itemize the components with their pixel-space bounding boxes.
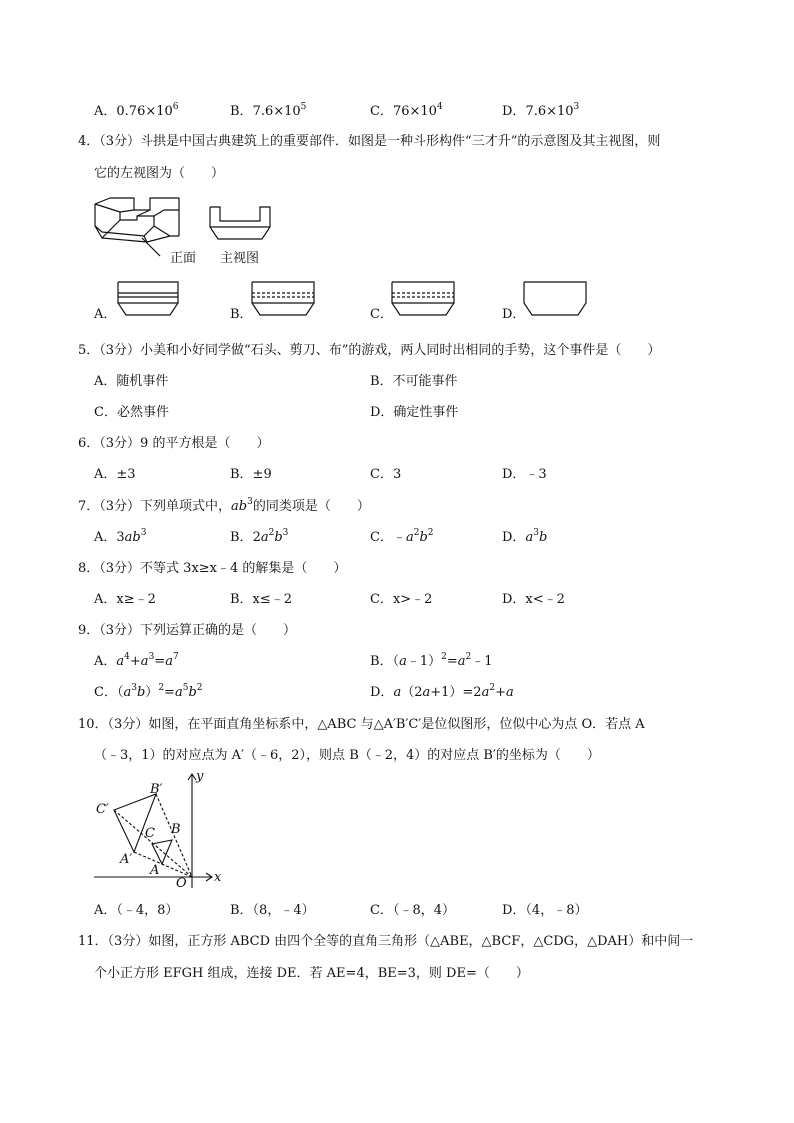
q10-option-d[interactable]: D．（4，﹣8） xyxy=(502,903,588,918)
q4-option-a-label[interactable]: A． xyxy=(94,307,117,322)
q6-option-a[interactable]: A．±3 xyxy=(94,467,136,482)
q7-option-c[interactable]: C．$﹣a^2b^2$ xyxy=(370,528,434,545)
q8-option-c[interactable]: C．x>﹣2 xyxy=(370,592,433,607)
q10-label-o: O xyxy=(176,876,187,891)
q10-label-b: B xyxy=(171,822,181,837)
q4-option-d-label[interactable]: D． xyxy=(502,307,526,322)
q11-stem-line2: 个小正方形 EFGH 组成，连接 DE．若 AE=4，BE=3，则 DE=（ ） xyxy=(94,966,529,981)
q3-option-d[interactable]: D．$7.6\times 10^3$ xyxy=(502,102,580,119)
q6-stem: 6．（3分）9 的平方根是（ ） xyxy=(78,436,270,451)
q7-stem: 7．（3分）下列单项式中，$ab^3$的同类项是（ ） xyxy=(78,497,370,514)
q4-label-front: 正面 xyxy=(170,251,197,266)
q4-label-main-view: 主视图 xyxy=(220,251,260,266)
q3-option-b[interactable]: B．$7.6\times 10^5$ xyxy=(230,102,307,119)
q8-option-d[interactable]: D．x<﹣2 xyxy=(502,592,565,607)
q10-option-b[interactable]: B．（8，﹣4） xyxy=(230,903,315,918)
q9-option-d[interactable]: D．$a(2a+1)=2a^2+a$ xyxy=(370,683,514,700)
q10-stem-line1: 10．（3分）如图，在平面直角坐标系中，△ABC 与△A′B′C′是位似图形，位似中心为点 O．若点 A xyxy=(78,717,645,732)
q8-option-a[interactable]: A．x≥﹣2 xyxy=(94,592,156,607)
q10-stem-line2: （﹣3，1）的对应点为 A′（﹣6，2），则点 B（﹣2，4）的对应点 B′的坐标为（ ） xyxy=(94,748,600,763)
q4-option-c-label[interactable]: C． xyxy=(370,307,393,322)
q4-option-b-label[interactable]: B． xyxy=(230,307,253,322)
q11-stem-line1: 11．（3分）如图，正方形 ABCD 由四个全等的直角三角形（△ABE，△BCF，△CDG，△DAH）和中间一 xyxy=(78,934,694,949)
q10-label-x: x xyxy=(214,870,222,885)
q9-option-b[interactable]: B．$(a﹣1)^2=a^2﹣1$ xyxy=(370,652,493,669)
q6-option-b[interactable]: B．±9 xyxy=(230,467,272,482)
q10-option-c[interactable]: C．（﹣8，4） xyxy=(370,903,455,918)
q4-option-a-figure[interactable] xyxy=(117,281,179,317)
q3-option-c[interactable]: C．$76\times 10^4$ xyxy=(370,102,443,119)
q7-option-a[interactable]: A．$3ab^3$ xyxy=(94,528,147,545)
q5-option-c[interactable]: C．必然事件 xyxy=(94,405,169,420)
q7-option-b[interactable]: B．$2a^2b^3$ xyxy=(230,528,289,545)
q5-option-a[interactable]: A．随机事件 xyxy=(94,374,169,389)
q4-stem-line2: 它的左视图为（ ） xyxy=(94,166,225,181)
q4-option-c-figure[interactable] xyxy=(391,281,455,317)
q4-option-d-figure[interactable] xyxy=(523,281,587,317)
q7-option-d[interactable]: D．$a^3b$ xyxy=(502,528,548,545)
q4-figure-main-view xyxy=(208,205,272,241)
q9-option-c[interactable]: C．$(a^3b)^2=a^5b^2$ xyxy=(94,683,203,700)
q10-option-a[interactable]: A．（﹣4，8） xyxy=(94,903,179,918)
q3-option-a[interactable]: A．$0.76\times 10^6$ xyxy=(94,102,179,119)
q5-stem: 5．（3分）小美和小好同学做“石头、剪刀、布”的游戏，两人同时出相同的手势，这个事件是（ ） xyxy=(78,343,661,358)
q10-label-a-prime: A′ xyxy=(120,852,133,867)
q6-option-d[interactable]: D．﹣3 xyxy=(502,467,547,482)
q9-stem: 9．（3分）下列运算正确的是（ ） xyxy=(78,623,297,638)
q10-label-c: C xyxy=(145,826,155,841)
q5-option-d[interactable]: D．确定性事件 xyxy=(370,405,459,420)
q9-option-a[interactable]: A．$a^4+a^3=a^7$ xyxy=(94,652,179,669)
q4-option-b-figure[interactable] xyxy=(251,281,315,317)
q10-label-b-prime: B′ xyxy=(150,782,163,797)
q5-option-b[interactable]: B．不可能事件 xyxy=(370,374,458,389)
q4-stem-line1: 4．（3分）斗拱是中国古典建筑上的重要部件．如图是一种斗形构件“三才升”的示意图及其主视图，则 xyxy=(78,134,661,149)
q8-option-b[interactable]: B．x≤﹣2 xyxy=(230,592,293,607)
q6-option-c[interactable]: C．3 xyxy=(370,467,402,482)
q8-stem: 8．（3分）不等式 3x≥x﹣4 的解集是（ ） xyxy=(78,561,347,576)
q10-label-a: A xyxy=(150,863,160,878)
q10-label-y: y xyxy=(196,769,204,784)
q10-label-c-prime: C′ xyxy=(96,802,109,817)
